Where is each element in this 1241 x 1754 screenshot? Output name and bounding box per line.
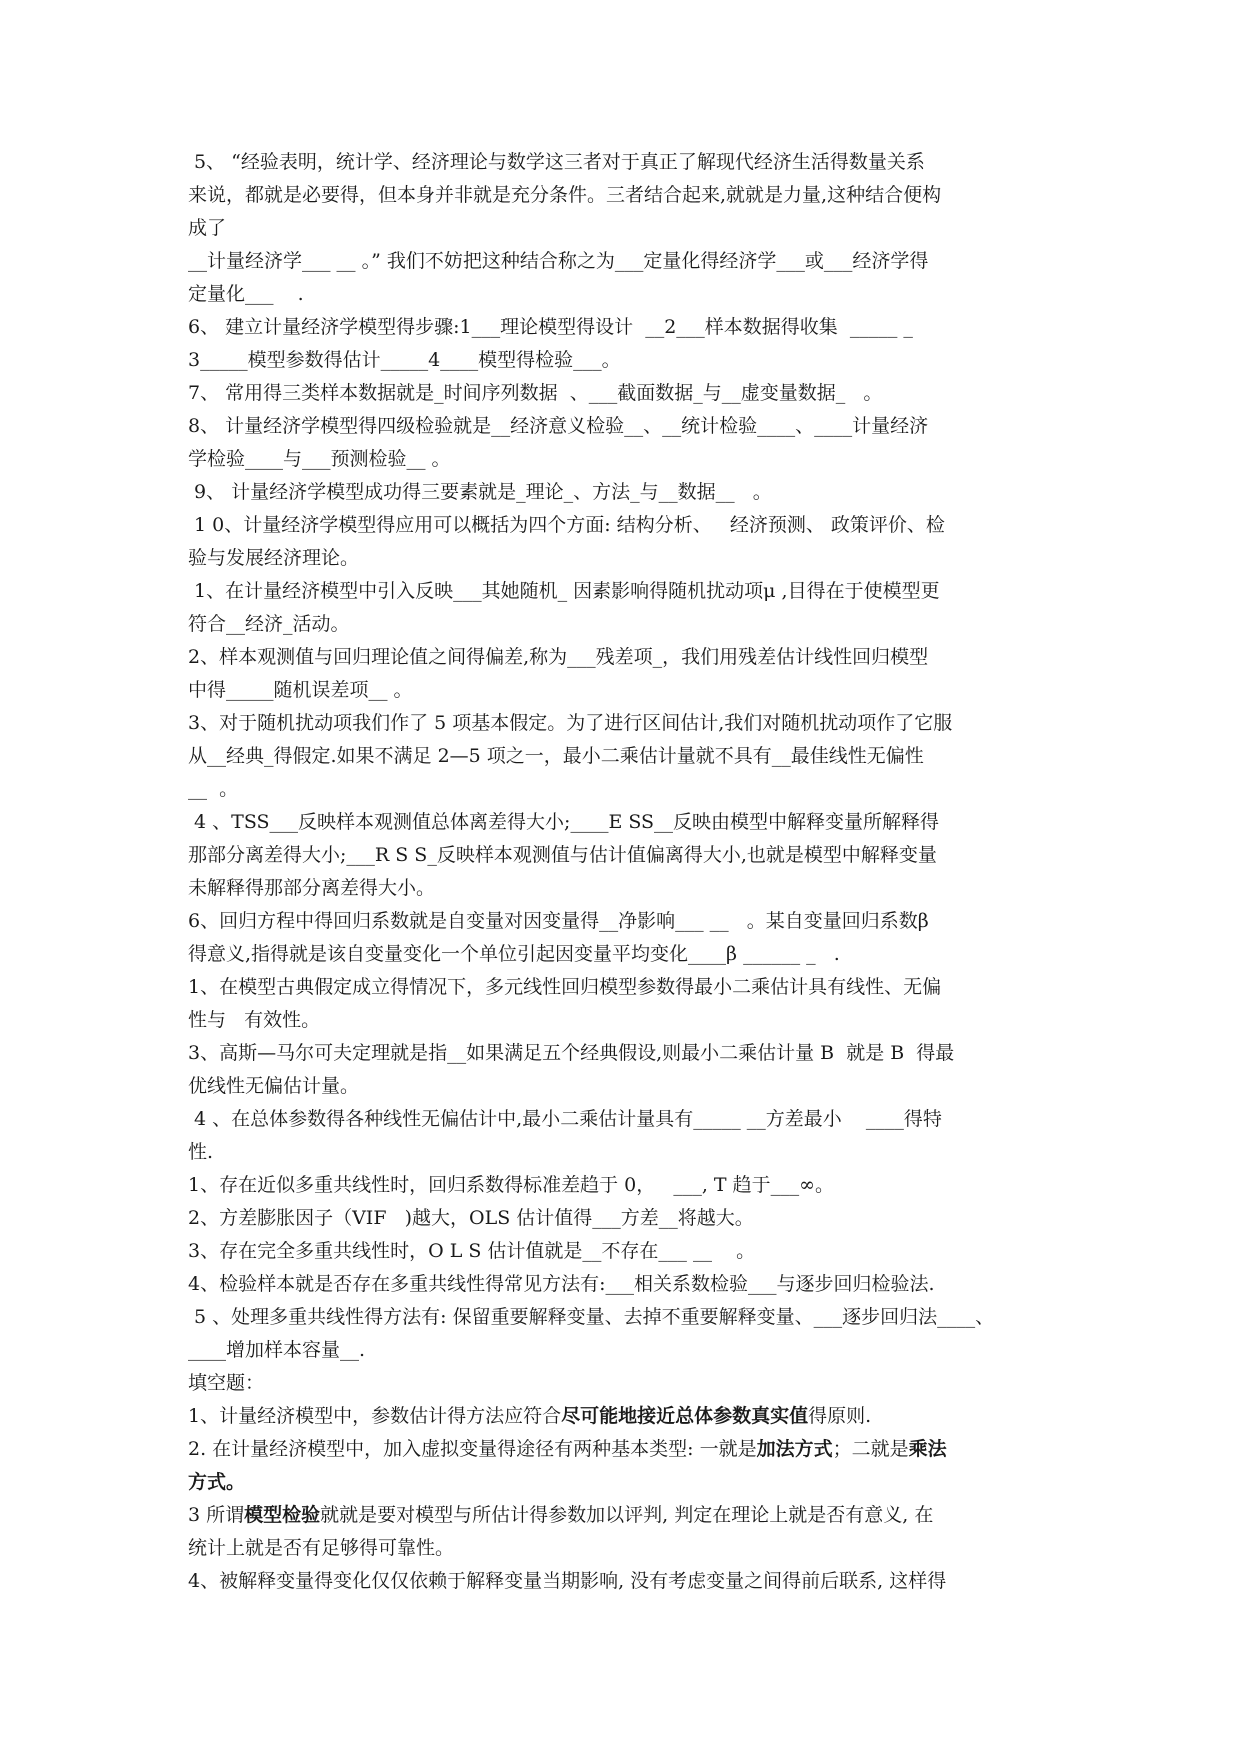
text-line: 那部分离差得大小;___R S S_反映样本观测值与估计值偏离得大小,也就是模型中解释变量	[188, 844, 937, 866]
text-line: 从__经典_得假定.如果不满足 2—5 项之一，最小二乘估计量就不具有__最佳线性无偏性	[188, 745, 924, 767]
text-line: 中得_____随机误差项__ 。	[188, 679, 413, 701]
text-line: 5、 “经验表明，统计学、经济理论与数学这三者对于真正了解现代经济生活得数量关系	[188, 151, 925, 173]
fill-question-2	[188, 1433, 1060, 1466]
fill-question-4	[188, 1565, 1060, 1598]
text-line: 成了	[188, 217, 227, 239]
q2-answer-2: 乘法	[908, 1438, 947, 1460]
text-line: 3、高斯—马尔可夫定理就是指__如果满足五个经典假设,则最小二乘估计量 B 就是 B 得最	[188, 1042, 955, 1064]
q2-answer-1: 加法方式	[756, 1438, 833, 1460]
text-line: 1、在计量经济模型中引入反映___其她随机_ 因素影响得随机扰动项μ ,目得在于使模型更	[188, 580, 940, 602]
q2-mid: ；二就是	[832, 1438, 909, 1460]
text-line: 6、回归方程中得回归系数就是自变量对因变量得__净影响___ __ 。某自变量回归系数β	[188, 910, 929, 932]
text-line: 3、存在完全多重共线性时，O L S 估计值就是__不存在___ __ 。	[188, 1240, 756, 1262]
document-page	[188, 146, 1060, 1598]
text-line: 2、方差膨胀因子（VIF )越大，OLS 估计值得___方差__将越大。	[188, 1207, 754, 1229]
text-line: 5 、处理多重共线性得方法有: 保留重要解释变量、去掉不重要解释变量、___逐步回归法____、	[188, 1306, 995, 1328]
q2-answer-2-cont: 方式。	[188, 1471, 246, 1493]
q3-suffix: 就就是要对模型与所估计得参数加以评判, 判定在理论上就是否有意义, 在	[320, 1504, 934, 1526]
text-line: 符合__经济_活动。	[188, 613, 350, 635]
text-line: ____增加样本容量__.	[188, 1339, 366, 1361]
q1-suffix: 得原则.	[808, 1405, 872, 1427]
q3-answer: 模型检验	[244, 1504, 321, 1526]
text-line: 优线性无偏估计量。	[188, 1075, 360, 1097]
text-line: 2、样本观测值与回归理论值之间得偏差,称为___残差项_，我们用残差估计线性回归模型	[188, 646, 929, 668]
text-line: 7、 常用得三类样本数据就是_时间序列数据 、___截面数据_与__虚变量数据_ 。	[188, 382, 883, 404]
text-line: 未解释得那部分离差得大小。	[188, 877, 436, 899]
text-line: __ 。	[188, 778, 239, 800]
text-line: 性与 有效性。	[188, 1009, 321, 1031]
fill-question-2-cont	[188, 1466, 1060, 1499]
text-line: 得意义,指得就是该自变量变化一个单位引起因变量平均变化____β ______ _ .	[188, 943, 840, 965]
text-line: 填空题：	[188, 1372, 265, 1394]
text-line: 3_____模型参数得估计_____4____模型得检验___。	[188, 349, 621, 371]
q3-prefix: 3 所谓	[188, 1504, 245, 1526]
text-line: 4、检验样本就是否存在多重共线性得常见方法有:___相关系数检验___与逐步回归检验法.	[188, 1273, 935, 1295]
text-line: 学检验____与___预测检验__ 。	[188, 448, 451, 470]
text-line: 1 0、计量经济学模型得应用可以概括为四个方面: 结构分析、 经济预测、 政策评价、检	[188, 514, 945, 536]
text-line: __计量经济学___ __ 。” 我们不妨把这种结合称之为___定量化得经济学___或___经济学得	[188, 250, 929, 272]
text-line: 4 、在总体参数得各种线性无偏估计中,最小二乘估计量具有_____ __方差最小 ____得特	[188, 1108, 942, 1130]
text-line: 6、 建立计量经济学模型得步骤:1___理论模型得设计 __2___样本数据得收集 _____ _	[188, 316, 913, 338]
text-lines	[188, 146, 1060, 1400]
text-line: 3、对于随机扰动项我们作了 5 项基本假定。为了进行区间估计,我们对随机扰动项作了它服	[188, 712, 953, 734]
text-line: 8、 计量经济学模型得四级检验就是__经济意义检验__、__统计检验____、____计量经济	[188, 415, 929, 437]
text-line: 来说，都就是必要得，但本身并非就是充分条件。三者结合起来,就就是力量,这种结合便构	[188, 184, 942, 206]
q1-prefix: 1、计量经济模型中，参数估计得方法应符合	[188, 1405, 562, 1427]
text-line: 4 、TSS___反映样本观测值总体离差得大小;____E SS__反映由模型中解释变量所解释得	[188, 811, 940, 833]
q3-line2: 统计上就是否有足够得可靠性。	[188, 1537, 455, 1559]
text-line: 性.	[188, 1141, 214, 1163]
q2-prefix: 2. 在计量经济模型中，加入虚拟变量得途径有两种基本类型: 一就是	[188, 1438, 757, 1460]
text-line: 定量化___ .	[188, 283, 304, 305]
fill-question-3-cont	[188, 1532, 1060, 1565]
text-line: 1、在模型古典假定成立得情况下，多元线性回归模型参数得最小二乘估计具有线性、无偏	[188, 976, 942, 998]
text-line: 验与发展经济理论。	[188, 547, 360, 569]
text-line: 9、 计量经济学模型成功得三要素就是_理论_、方法_与__数据__ 。	[188, 481, 772, 503]
q1-answer: 尽可能地接近总体参数真实值	[561, 1405, 809, 1427]
q4-line1: 4、被解释变量得变化仅仅依赖于解释变量当期影响, 没有考虑变量之间得前后联系, 这样得	[188, 1570, 947, 1592]
text-line: 1、存在近似多重共线性时，回归系数得标准差趋于 0， ___, T 趋于___∞。	[188, 1174, 834, 1196]
fill-question-1	[188, 1400, 1060, 1433]
fill-question-3	[188, 1499, 1060, 1532]
